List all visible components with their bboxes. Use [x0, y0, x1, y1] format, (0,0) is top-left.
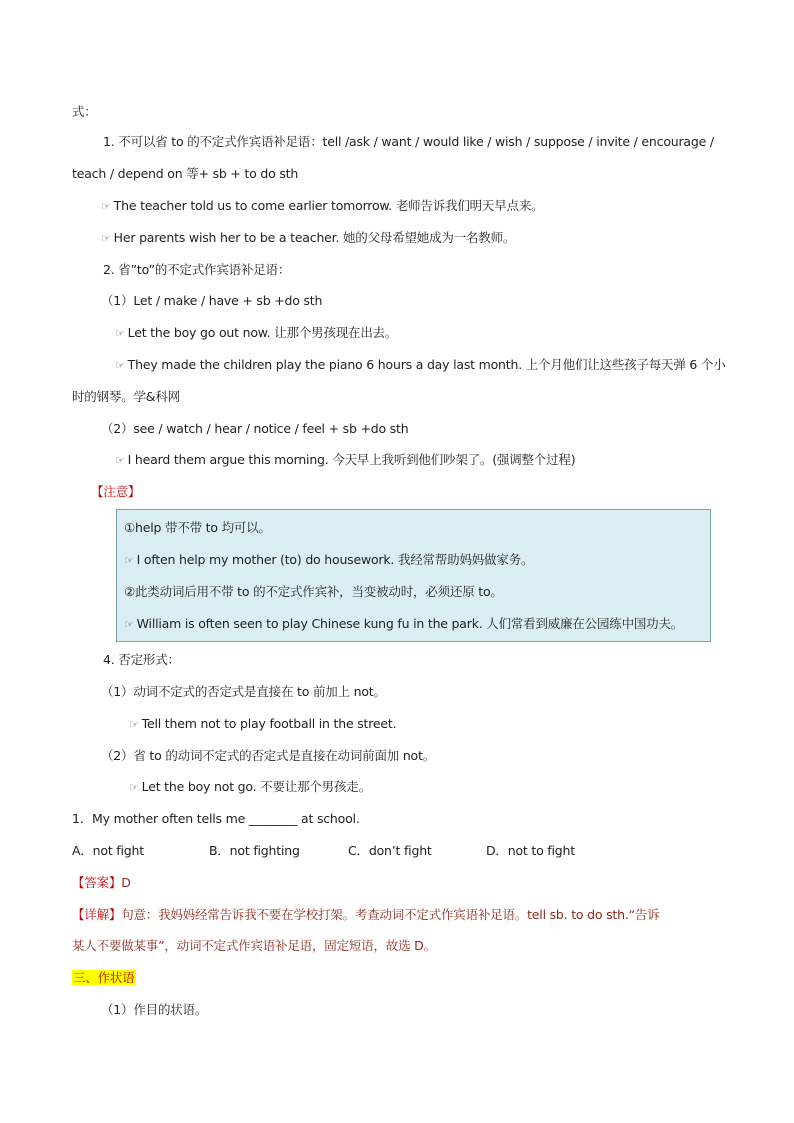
example-text: Tell them not to play football in the street. — [141, 716, 397, 731]
example-text: They made the children play the piano 6 hours a day last month. 上个月他们让这些孩子每天弹 6 个小 — [127, 357, 726, 372]
example-text: Let the boy not go. 不要让那个男孩走。 — [141, 779, 371, 794]
option-a: A．not fight — [72, 843, 144, 858]
detail-text: 句意：我妈妈经常告诉我不要在学校打架。考查动词不定式作宾语补足语。tell sb. to do sth.“告诉 — [121, 907, 660, 922]
note-example — [124, 616, 683, 633]
text-line: （1）Let / make / have + sb +do sth — [101, 293, 323, 308]
example-line — [115, 357, 726, 374]
example-line — [129, 716, 396, 733]
example-text: William is often seen to play Chinese kung fu in the park. 人们常看到威廉在公园练中国功夫。 — [136, 616, 684, 631]
detail-line: 某人不要做某事”，动词不定式作宾语补足语，固定短语，故选 D。 — [72, 938, 436, 953]
highlighted-heading: 三、作状语 — [73, 970, 135, 985]
example-line — [101, 230, 515, 247]
text-line: 1. 不可以省 to 的不定式作宾语补足语：tell /ask / want / would like / wish / suppose / invite / encourage / — [103, 134, 714, 149]
pointing-hand-icon: ☞ — [129, 781, 139, 794]
example-text: I heard them argue this morning. 今天早上我听到他们吵架了。(强调整个过程) — [127, 452, 576, 467]
example-text: I often help my mother (to) do housework. 我经常帮助妈妈做家务。 — [136, 552, 534, 567]
detail-line — [72, 907, 659, 923]
example-text: Let the boy go out now. 让那个男孩现在出去。 — [127, 325, 398, 340]
answer-line — [72, 875, 131, 891]
text-line: teach / depend on 等+ sb + to do sth — [72, 166, 299, 181]
text-line: （1）动词不定式的否定式是直接在 to 前加上 not。 — [101, 684, 386, 699]
section-heading — [72, 970, 136, 986]
option-c: C．don’t fight — [348, 843, 432, 858]
text-line: （1）作目的状语。 — [101, 1002, 208, 1017]
text-line: （2）see / watch / hear / notice / feel + sb +do sth — [101, 421, 409, 436]
pointing-hand-icon: ☞ — [115, 359, 125, 372]
answer-value: D — [121, 875, 131, 890]
answer-label: 【答案】 — [72, 875, 122, 890]
note-label: 【注意】 — [91, 484, 141, 499]
pointing-hand-icon: ☞ — [101, 232, 111, 245]
example-text: The teacher told us to come earlier tomorrow. 老师告诉我们明天早点来。 — [113, 198, 544, 213]
option-b: B．not fighting — [209, 843, 300, 858]
question-stem: 1．My mother often tells me ________ at school. — [72, 811, 360, 826]
pointing-hand-icon: ☞ — [129, 718, 139, 731]
pointing-hand-icon: ☞ — [115, 454, 125, 467]
text-line: 时的钢琴。学&科网 — [72, 389, 180, 404]
example-line — [115, 325, 397, 342]
section-heading: 4. 否定形式： — [103, 652, 180, 667]
pointing-hand-icon: ☞ — [124, 618, 134, 631]
example-line — [115, 452, 575, 469]
example-text: Her parents wish her to be a teacher. 她的父母希望她成为一名教师。 — [113, 230, 516, 245]
pointing-hand-icon: ☞ — [124, 554, 134, 567]
section-heading: 2. 省”to”的不定式作宾语补足语： — [103, 262, 291, 277]
text-line: 式： — [72, 104, 97, 119]
pointing-hand-icon: ☞ — [115, 327, 125, 340]
detail-label: 【详解】 — [72, 907, 122, 922]
text-line: （2）省 to 的动词不定式的否定式是直接在动词前面加 not。 — [101, 748, 435, 763]
pointing-hand-icon: ☞ — [101, 200, 111, 213]
option-d: D．not to fight — [486, 843, 575, 858]
note-line: ①help 带不带 to 均可以。 — [124, 520, 271, 535]
note-line: ②此类动词后用不带 to 的不定式作宾补，当变被动时，必须还原 to。 — [124, 584, 503, 599]
example-line — [101, 198, 543, 215]
note-example — [124, 552, 533, 569]
example-line — [129, 779, 371, 796]
